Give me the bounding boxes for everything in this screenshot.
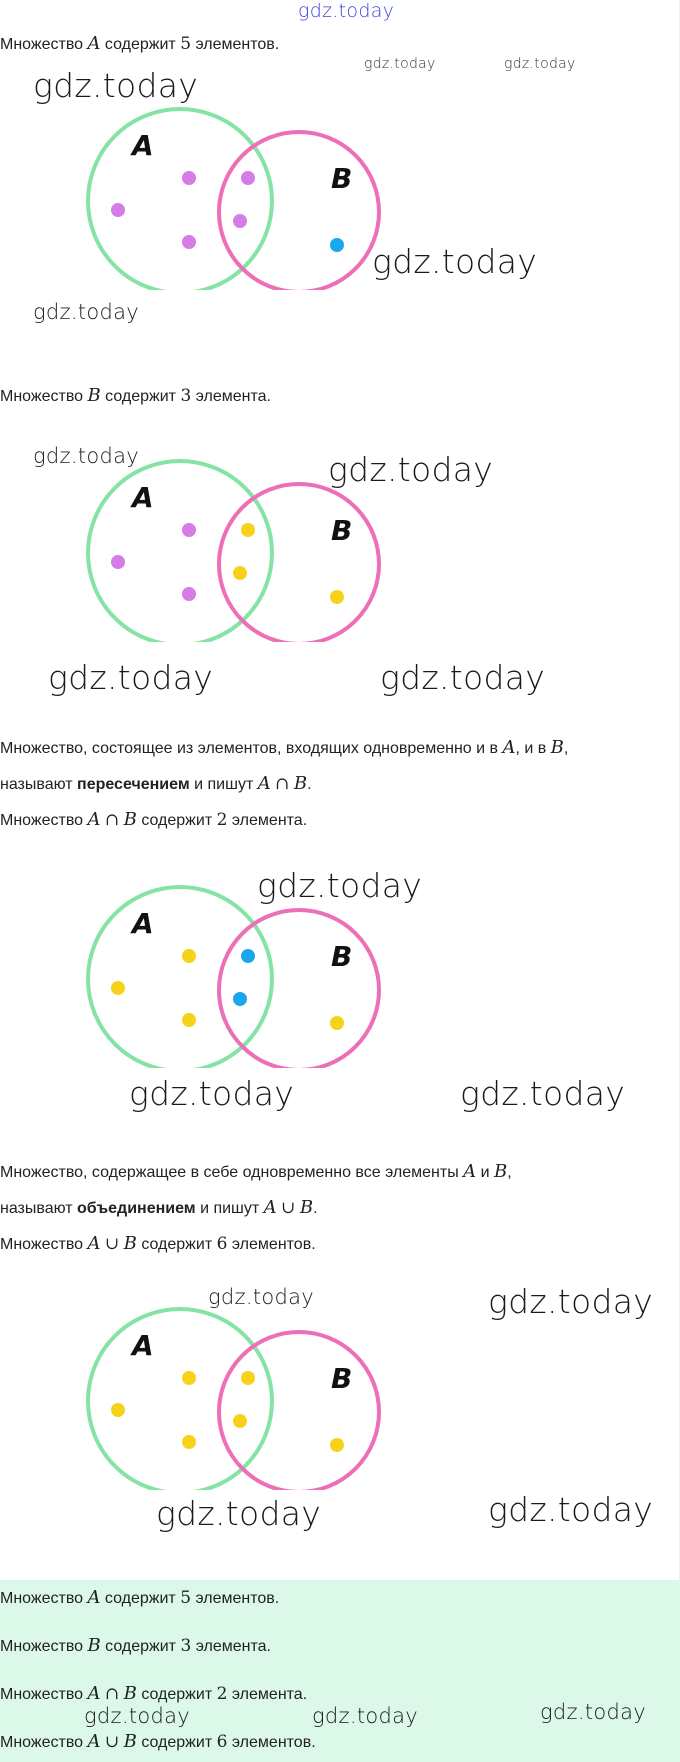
math-set-a: A	[87, 1683, 101, 1704]
watermark: gdz.today	[84, 1704, 191, 1728]
text: Множество, содержащее в себе одновременно все элементы	[0, 1164, 464, 1181]
set-a-count-text	[0, 34, 279, 55]
union-symbol: ∪	[104, 1234, 120, 1254]
text: ,	[563, 740, 569, 757]
text: Множество	[0, 1686, 88, 1703]
element-dot	[241, 949, 255, 963]
watermark: gdz.today	[312, 1704, 419, 1728]
math-set-b: B	[123, 1731, 137, 1752]
intersection-symbol: ∩	[275, 774, 290, 794]
circle-a	[88, 461, 272, 642]
text: Множество, состоящее из элементов, входящих одновременно и в	[0, 740, 503, 757]
intersection-definition-line-1	[0, 738, 568, 759]
intersection-definition-line-2	[0, 774, 312, 795]
watermark: gdz.today	[129, 1074, 295, 1113]
element-dot	[241, 523, 255, 537]
element-dot	[111, 981, 125, 995]
circle-a	[88, 887, 272, 1068]
text: элемента.	[227, 1686, 308, 1703]
text: Множество	[0, 1734, 88, 1751]
element-dot	[182, 171, 196, 185]
text: называют	[0, 1200, 78, 1217]
math-set-b: B	[299, 1197, 314, 1218]
text: элементов.	[227, 1236, 316, 1253]
watermark: gdz.today	[33, 66, 199, 105]
text: элементов.	[191, 36, 280, 53]
watermark: gdz.today	[504, 56, 576, 72]
text: элементов.	[227, 1734, 316, 1751]
label-b: B	[331, 1362, 353, 1395]
watermark: gdz.today	[460, 1074, 626, 1113]
union-definition-line-2	[0, 1198, 318, 1219]
venn-diagram-set-a	[80, 100, 400, 290]
math-set-b: B	[123, 809, 137, 830]
element-dot	[111, 555, 125, 569]
circle-b	[219, 910, 379, 1068]
text: Множество	[0, 812, 88, 829]
text: элемента.	[227, 812, 308, 829]
text: элементов.	[191, 1590, 280, 1607]
circle-a	[88, 1309, 272, 1490]
element-dot	[241, 171, 255, 185]
text: , и в	[515, 740, 551, 757]
element-dot	[330, 1016, 344, 1030]
watermark: gdz.today	[33, 444, 140, 468]
math-set-b: B	[123, 1683, 137, 1704]
set-b-count-text	[0, 386, 271, 407]
intersection-count-text	[0, 810, 307, 831]
circle-b	[219, 484, 379, 642]
watermark: gdz.today	[156, 1494, 322, 1533]
venn-diagram-union	[80, 1300, 400, 1490]
text: элемента.	[191, 1638, 271, 1655]
venn-diagram-set-b	[80, 452, 400, 642]
watermark: gdz.today	[257, 866, 423, 905]
element-dot	[182, 587, 196, 601]
label-b: B	[331, 940, 353, 973]
text: Множество	[0, 36, 88, 53]
math-number: 6	[216, 1234, 228, 1254]
element-dot	[330, 590, 344, 604]
watermark: gdz.today	[380, 658, 546, 697]
intersection-symbol: ∩	[104, 1684, 120, 1704]
text: содержит	[100, 1590, 181, 1607]
element-dot	[233, 992, 247, 1006]
element-dot	[182, 235, 196, 249]
watermark: gdz.today	[298, 0, 395, 22]
watermark: gdz.today	[48, 658, 214, 697]
math-set-b: B	[293, 773, 308, 794]
union-definition-line-1	[0, 1162, 512, 1183]
label-a: A	[132, 907, 154, 940]
element-dot	[330, 238, 344, 252]
text: Множество	[0, 1236, 88, 1253]
circle-b	[219, 1332, 379, 1490]
math-set-b: B	[87, 1635, 101, 1656]
watermark: gdz.today	[208, 1285, 315, 1309]
term-union: объединением	[77, 1200, 196, 1217]
element-dot	[182, 1013, 196, 1027]
venn-diagram-intersection	[80, 878, 400, 1068]
text: содержит	[136, 812, 217, 829]
watermark: gdz.today	[372, 242, 538, 281]
text: содержит	[100, 388, 181, 405]
element-dot	[182, 1371, 196, 1385]
text: Множество	[0, 1638, 88, 1655]
text: Множество	[0, 388, 88, 405]
summary-row-union	[0, 1732, 316, 1753]
watermark: gdz.today	[540, 1700, 647, 1724]
watermark: gdz.today	[488, 1282, 654, 1321]
math-set-a: A	[463, 1161, 477, 1182]
element-dot	[182, 1435, 196, 1449]
math-number: 2	[216, 1684, 228, 1704]
element-dot	[233, 1414, 247, 1428]
watermark: gdz.today	[364, 56, 436, 72]
label-a: A	[132, 1329, 154, 1362]
text: Множество	[0, 1590, 88, 1607]
union-symbol: ∪	[281, 1198, 296, 1218]
intersection-symbol: ∩	[104, 810, 120, 830]
text: элемента.	[191, 388, 271, 405]
element-dot	[111, 1403, 125, 1417]
term-intersection: пересечением	[77, 776, 190, 793]
math-set-b: B	[87, 385, 101, 406]
circle-b	[219, 132, 379, 290]
math-number: 3	[180, 1636, 192, 1656]
text: .	[313, 1200, 318, 1217]
text: и пишут	[189, 776, 258, 793]
element-dot	[241, 1371, 255, 1385]
element-dot	[182, 949, 196, 963]
element-dot	[233, 566, 247, 580]
math-set-a: A	[87, 809, 101, 830]
summary-row-b	[0, 1636, 271, 1657]
watermark: gdz.today	[488, 1490, 654, 1529]
math-number: 3	[180, 386, 192, 406]
label-b: B	[331, 162, 353, 195]
label-a: A	[132, 129, 154, 162]
element-dot	[111, 203, 125, 217]
text: и пишут	[195, 1200, 264, 1217]
watermark: gdz.today	[33, 300, 140, 324]
summary-row-a	[0, 1588, 279, 1609]
text: содержит	[136, 1734, 217, 1751]
text: и	[476, 1164, 494, 1181]
element-dot	[233, 214, 247, 228]
text: содержит	[136, 1236, 217, 1253]
element-dot	[182, 523, 196, 537]
circle-a	[88, 109, 272, 290]
math-set-b: B	[493, 1161, 508, 1182]
label-a: A	[132, 481, 154, 514]
union-symbol: ∪	[104, 1732, 120, 1752]
label-b: B	[331, 514, 353, 547]
math-set-a: A	[257, 773, 271, 794]
math-set-a: A	[502, 737, 516, 758]
summary-row-intersection	[0, 1684, 307, 1705]
text: .	[307, 776, 312, 793]
math-set-a: A	[87, 1587, 101, 1608]
text: содержит	[100, 36, 181, 53]
math-set-a: A	[87, 1233, 101, 1254]
text: ,	[507, 1164, 512, 1181]
math-set-a: A	[263, 1197, 277, 1218]
math-number: 6	[216, 1732, 228, 1752]
text: называют	[0, 776, 78, 793]
math-number: 5	[180, 1588, 192, 1608]
math-set-b: B	[550, 737, 564, 758]
text: содержит	[136, 1686, 217, 1703]
math-set-a: A	[87, 1731, 101, 1752]
text: содержит	[100, 1638, 181, 1655]
union-count-text	[0, 1234, 316, 1255]
math-number: 2	[216, 810, 228, 830]
math-set-a: A	[87, 33, 101, 54]
element-dot	[330, 1438, 344, 1452]
watermark: gdz.today	[328, 450, 494, 489]
math-number: 5	[180, 34, 192, 54]
math-set-b: B	[123, 1233, 137, 1254]
